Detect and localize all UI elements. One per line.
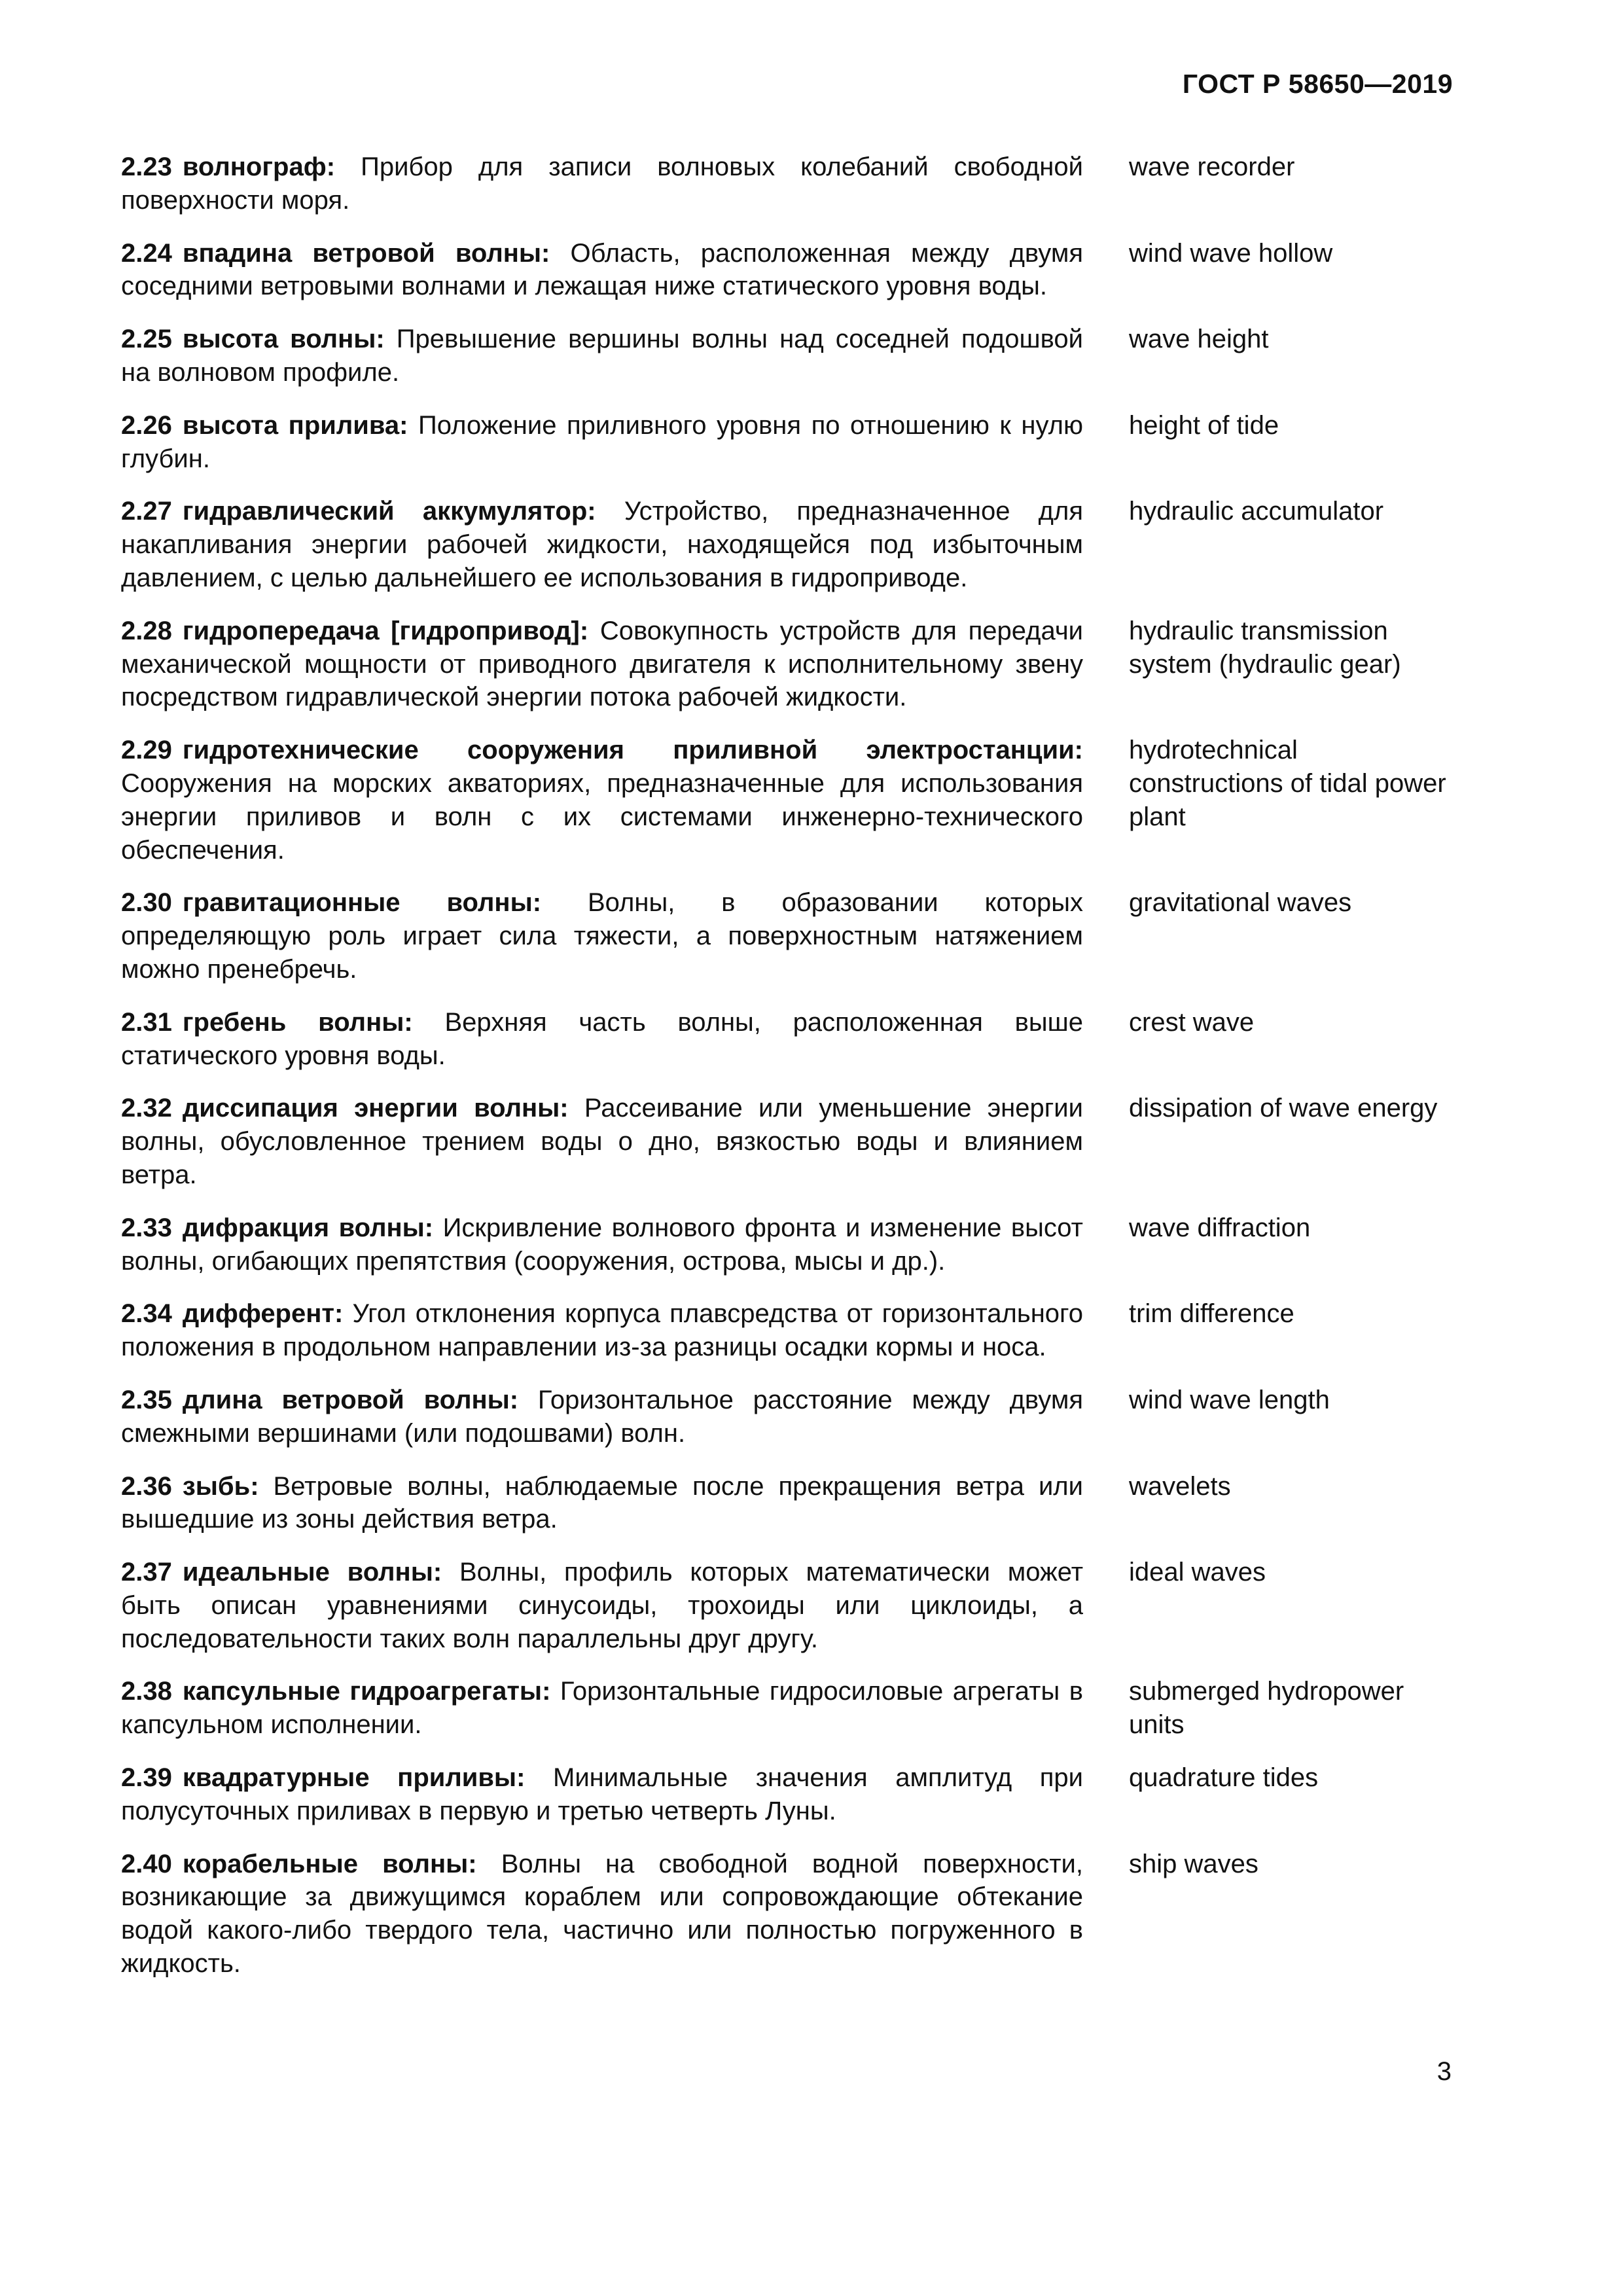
term-entry bbox=[121, 1761, 1453, 1828]
term-ru: капсульные гидроагрегаты: bbox=[182, 1677, 551, 1706]
term-definition: Волны на свободной водной поверхности, возникающие за движущимся кораблем или сопровождающие обтекание водой какого-либо твердого тела, частично или полностью погруженного в жидкость. bbox=[121, 1849, 1083, 1979]
term-entry bbox=[121, 1675, 1453, 1742]
term-entry bbox=[121, 1211, 1453, 1278]
term-ru: дифракция волны: bbox=[182, 1213, 434, 1242]
term-ru: высота волны: bbox=[182, 325, 385, 354]
term-definition: Горизонтальные гидросиловые агрегаты в капсульном исполнении. bbox=[121, 1677, 1083, 1740]
term-ru: впадина ветровой волны: bbox=[182, 238, 550, 268]
term-ru: дифферент: bbox=[182, 1299, 344, 1329]
term-definition: Сооружения на морских акваториях, предназначенные для использования энергии приливов и волн с их системами инженерно-технического обеспечения. bbox=[121, 768, 1083, 865]
terms-list bbox=[121, 151, 1453, 1981]
term-en: quadrature tides bbox=[1129, 1763, 1319, 1793]
term-definition-block bbox=[121, 734, 1083, 867]
term-en: wavelets bbox=[1129, 1471, 1231, 1501]
term-en: ship waves bbox=[1129, 1849, 1258, 1878]
term-entry bbox=[121, 734, 1453, 867]
term-en: hydraulic transmission system (hydraulic gear) bbox=[1129, 616, 1401, 679]
term-definition-block bbox=[121, 1297, 1083, 1364]
term-definition-block bbox=[121, 615, 1083, 714]
term-entry bbox=[121, 1297, 1453, 1364]
term-ru: зыбь: bbox=[182, 1471, 259, 1501]
term-en: hydraulic accumulator bbox=[1129, 497, 1384, 526]
term-definition-block bbox=[121, 323, 1083, 389]
term-number: 2.32 bbox=[121, 1094, 172, 1123]
term-definition-block bbox=[121, 409, 1083, 476]
term-number: 2.30 bbox=[121, 888, 172, 918]
term-ru: длина ветровой волны: bbox=[182, 1385, 519, 1414]
term-definition: Верхняя часть волны, расположенная выше статического уровня воды. bbox=[121, 1007, 1083, 1070]
term-definition-block bbox=[121, 1556, 1083, 1655]
term-entry bbox=[121, 237, 1453, 304]
term-entry bbox=[121, 1384, 1453, 1450]
term-entry bbox=[121, 1470, 1453, 1537]
term-entry bbox=[121, 886, 1453, 986]
term-en: dissipation of wave energy bbox=[1129, 1094, 1438, 1123]
term-number: 2.29 bbox=[121, 736, 172, 765]
term-en: wave diffraction bbox=[1129, 1213, 1311, 1242]
term-definition: Волны, в образовании которых определяющую роль играет сила тяжести, а поверхностным натяжением можно пренебречь. bbox=[121, 888, 1083, 984]
term-en: wave height bbox=[1129, 325, 1269, 354]
term-definition-block bbox=[121, 237, 1083, 304]
term-definition-block bbox=[121, 1470, 1083, 1537]
term-entry bbox=[121, 615, 1453, 714]
term-number: 2.40 bbox=[121, 1849, 172, 1878]
term-entry bbox=[121, 1092, 1453, 1191]
term-number: 2.34 bbox=[121, 1299, 172, 1329]
term-definition-block bbox=[121, 495, 1083, 594]
term-entry bbox=[121, 323, 1453, 389]
term-number: 2.33 bbox=[121, 1213, 172, 1242]
term-definition-block bbox=[121, 151, 1083, 217]
term-number: 2.25 bbox=[121, 325, 172, 354]
term-number: 2.37 bbox=[121, 1558, 172, 1587]
term-number: 2.35 bbox=[121, 1385, 172, 1414]
term-definition-block bbox=[121, 1848, 1083, 1981]
term-definition: Превышение вершины волны над соседней подошвой на волновом профиле. bbox=[121, 325, 1084, 387]
term-entry bbox=[121, 409, 1453, 476]
term-ru: гидропередача [гидропривод]: bbox=[182, 616, 589, 645]
term-ru: гравитационные волны: bbox=[182, 888, 542, 918]
term-number: 2.26 bbox=[121, 410, 172, 440]
term-ru: идеальные волны: bbox=[182, 1558, 442, 1587]
term-definition-block bbox=[121, 1006, 1083, 1073]
term-ru: корабельные волны: bbox=[182, 1849, 477, 1878]
term-ru: высота прилива: bbox=[182, 410, 408, 440]
term-en: submerged hydropower units bbox=[1129, 1677, 1404, 1740]
term-definition: Положение приливного уровня по отношению к нулю глубин. bbox=[121, 410, 1083, 473]
term-ru: гидротехнические сооружения приливной электростанции: bbox=[182, 736, 1083, 765]
term-definition: Совокупность устройств для передачи механической мощности от приводного двигателя к исполнительному звену посредством гидравлической энергии потока рабочей жидкости. bbox=[121, 616, 1083, 712]
term-definition: Ветровые волны, наблюдаемые после прекращения ветра или вышедшие из зоны действия ветра. bbox=[121, 1471, 1083, 1534]
term-en: wind wave hollow bbox=[1129, 238, 1333, 268]
term-en: ideal waves bbox=[1129, 1558, 1266, 1587]
term-definition-block bbox=[121, 1384, 1083, 1450]
term-number: 2.39 bbox=[121, 1763, 172, 1793]
term-ru: гидравлический аккумулятор: bbox=[182, 497, 596, 526]
term-entry bbox=[121, 1848, 1453, 1981]
term-ru: диссипация энергии волны: bbox=[182, 1094, 569, 1123]
term-ru: волнограф: bbox=[182, 152, 336, 181]
page-footer bbox=[1437, 2057, 1452, 2087]
term-number: 2.24 bbox=[121, 238, 172, 268]
term-definition-block bbox=[121, 1675, 1083, 1742]
term-definition: Рассеивание или уменьшение энергии волны, обусловленное трением воды о дно, вязкостью воды и влиянием ветра. bbox=[121, 1094, 1083, 1189]
term-en: gravitational waves bbox=[1129, 888, 1352, 918]
term-en: wind wave length bbox=[1129, 1385, 1330, 1414]
term-number: 2.38 bbox=[121, 1677, 172, 1706]
term-entry bbox=[121, 495, 1453, 594]
page-number: 3 bbox=[1436, 2057, 1452, 2086]
term-en: height of tide bbox=[1129, 410, 1279, 440]
term-en: wave recorder bbox=[1129, 152, 1295, 181]
term-en: crest wave bbox=[1129, 1007, 1255, 1037]
term-entry bbox=[121, 1006, 1453, 1073]
term-definition: Волны, профиль которых математически может быть описан уравнениями синусоиды, трохоиды или циклоиды, а последовательности таких волн параллельны друг другу. bbox=[121, 1558, 1084, 1653]
term-number: 2.23 bbox=[121, 152, 172, 181]
term-en: trim difference bbox=[1129, 1299, 1294, 1329]
term-entry bbox=[121, 151, 1453, 217]
term-definition: Прибор для записи волновых колебаний свободной поверхности моря. bbox=[121, 152, 1083, 215]
term-number: 2.36 bbox=[121, 1471, 172, 1501]
term-definition: Минимальные значения амплитуд при полусуточных приливах в первую и третью четверть Луны. bbox=[121, 1763, 1083, 1825]
term-definition-block bbox=[121, 1211, 1083, 1278]
term-number: 2.31 bbox=[121, 1007, 172, 1037]
term-ru: гребень волны: bbox=[182, 1007, 413, 1037]
term-definition-block bbox=[121, 1092, 1083, 1191]
term-entry bbox=[121, 1556, 1453, 1655]
term-ru: квадратурные приливы: bbox=[182, 1763, 526, 1793]
page-header bbox=[121, 69, 1453, 99]
term-definition: Устройство, предназначенное для накапливания энергии рабочей жидкости, находящейся под избыточным давлением, с целью дальнейшего ее использования в гидроприводе. bbox=[121, 497, 1083, 592]
doc-number: ГОСТ Р 58650—2019 bbox=[1182, 69, 1453, 99]
term-definition: Угол отклонения корпуса плавсредства от горизонтального положения в продольном направлении из-за разницы осадки кормы и носа. bbox=[121, 1299, 1084, 1362]
term-en: hydrotechnical constructions of tidal power plant bbox=[1129, 736, 1446, 831]
term-definition: Горизонтальное расстояние между двумя смежными вершинами (или подошвами) волн. bbox=[121, 1385, 1083, 1448]
term-definition: Искривление волнового фронта и изменение высот волны, огибающих препятствия (сооружения, острова, мысы и др.). bbox=[121, 1213, 1083, 1276]
term-number: 2.28 bbox=[121, 616, 172, 645]
term-definition-block bbox=[121, 1761, 1083, 1828]
term-definition-block bbox=[121, 886, 1083, 986]
term-definition: Область, расположенная между двумя соседними ветровыми волнами и лежащая ниже статического уровня воды. bbox=[121, 238, 1083, 301]
term-number: 2.27 bbox=[121, 497, 172, 526]
